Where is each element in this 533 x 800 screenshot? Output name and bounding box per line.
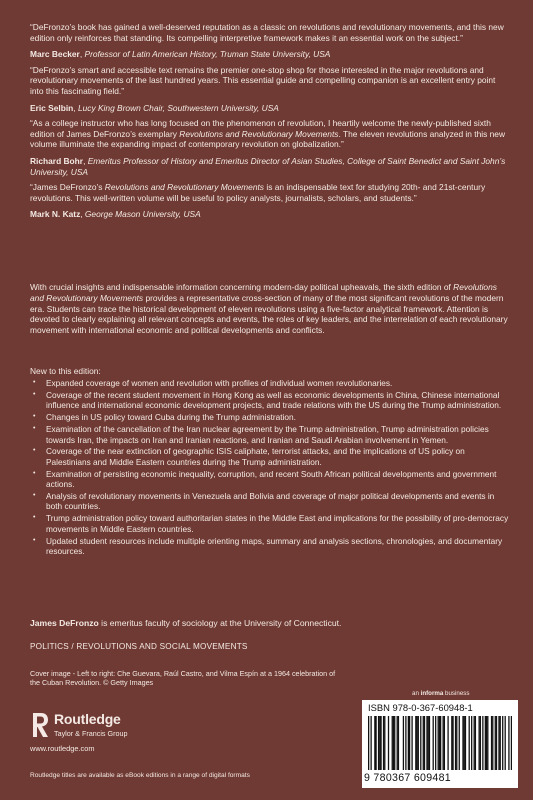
barcode-bar xyxy=(433,716,434,770)
endorsement-attribution: Richard Bohr, Emeritus Professor of History and Emeritus Director of Asian Studies, College of Saint Benedict and Saint John’s University, USA xyxy=(30,155,506,177)
barcode-bar xyxy=(502,716,503,770)
barcode-bar xyxy=(442,716,443,770)
barcode-bar xyxy=(424,716,425,770)
barcode-bar xyxy=(452,716,453,770)
barcode-bar xyxy=(440,716,441,770)
barcode-bar xyxy=(418,716,419,770)
barcode-bar xyxy=(508,716,509,770)
barcode-bar xyxy=(486,716,487,770)
endorser-title: George Mason University, USA xyxy=(84,209,201,220)
isbn-label: ISBN 978-0-367-60948-1 xyxy=(368,702,473,713)
barcode-bar xyxy=(408,716,409,770)
barcode-bar xyxy=(480,716,481,770)
endorsement-quote xyxy=(30,65,510,97)
endorser-name: Richard Bohr xyxy=(30,155,84,166)
new-edition-heading: New to this edition: xyxy=(30,366,101,376)
barcode-bar xyxy=(439,716,440,770)
author-name: James DeFronzo xyxy=(30,618,99,628)
endorsement-quote xyxy=(30,22,510,43)
new-edition-item: • Coverage of the recent student movement in Hong Kong as well as economic developments in China, Chinese international influence and international economic development projects, and trade relations with the US during the Trump administration. xyxy=(30,390,510,411)
endorsement-attribution: Mark N. Katz, George Mason University, USA xyxy=(30,209,201,220)
barcode-bar xyxy=(462,716,463,770)
barcode-bar xyxy=(397,716,398,770)
endorsement-attribution: Marc Becker, Professor of Latin American History, Truman State University, USA xyxy=(30,49,331,60)
publisher-name: Routledge xyxy=(54,711,121,727)
informa-tagline: an informa business xyxy=(412,690,470,697)
barcode-bar xyxy=(475,716,476,770)
endorser-title: Emeritus Professor of History and Emeritus Director of Asian Studies, College of Saint Benedict and Saint John’s University, USA xyxy=(30,155,506,177)
routledge-emblem-icon xyxy=(30,711,50,739)
barcode-bar xyxy=(394,716,395,770)
endorser-title: Professor of Latin American History, Truman State University, USA xyxy=(84,49,331,60)
barcode-bar xyxy=(474,716,475,770)
barcode-bar xyxy=(370,716,371,770)
barcode-bar xyxy=(405,716,406,770)
endorsement-attribution: Eric Selbin, Lucy King Brown Chair, Southwestern University, USA xyxy=(30,102,279,113)
barcode-bar xyxy=(368,716,369,770)
barcode-bar xyxy=(393,716,394,770)
new-edition-item: • Trump administration policy toward authoritarian states in the Middle East and implications for the possibility of pro-democracy movements in Middle Eastern countries. xyxy=(30,513,510,534)
barcode-bar xyxy=(383,716,384,770)
barcode-bar xyxy=(403,716,404,770)
barcode-bar xyxy=(409,716,410,770)
ebook-note: Routledge titles are available as eBook editions in a range of digital formats xyxy=(30,772,250,779)
publisher-group: Taylor & Francis Group xyxy=(54,729,128,738)
barcode-bar xyxy=(498,716,499,770)
quote-text: “DeFronzo’s book has gained a well-deserved reputation as a classic on revolutions and revolutionary movements, and this new edition only reinforces that standing. Its compelling interpretive framework makes it an essential work on the subject.” xyxy=(30,22,504,43)
barcode-bar xyxy=(469,716,470,770)
barcode-bar xyxy=(388,716,389,770)
publisher-url[interactable]: www.routledge.com xyxy=(30,744,95,753)
barcode-bar xyxy=(438,716,439,770)
new-edition-item: • Examination of persisting economic inequality, corruption, and recent South African political developments and government actions. xyxy=(30,469,510,490)
new-edition-item: • Analysis of revolutionary movements in Venezuela and Bolivia and coverage of major political developments and events in both countries. xyxy=(30,491,510,512)
barcode-bar xyxy=(492,716,493,770)
quote-text: “DeFronzo’s smart and accessible text remains the premier one-stop shop for those interested in the major revolutions and revolutionary movements of the last hundred years. This essential guide and compelling companion is an excellent entry point into this fascinating field.” xyxy=(30,64,496,96)
barcode-bar xyxy=(456,716,457,770)
barcode-bar xyxy=(485,716,486,770)
endorsement-quote xyxy=(30,118,510,150)
barcode-bar xyxy=(451,716,452,770)
quote-text: “James DeFronzo’s Revolutions and Revolutionary Movements is an indispensable text for studying 20th- and 21st-century revolutions. This well-written volume will be useful to policy analysts, journalists, scholars, and students.” xyxy=(30,182,486,203)
barcode-bar xyxy=(420,716,421,770)
barcode-bar xyxy=(429,716,430,770)
new-edition-list xyxy=(30,378,510,558)
barcode-bar xyxy=(379,716,380,770)
barcode-bar xyxy=(444,716,445,770)
barcode-bar xyxy=(511,716,512,770)
barcode-bar xyxy=(392,716,393,770)
barcode-bar xyxy=(435,716,436,770)
barcode-bar xyxy=(380,716,381,770)
isbn-barcode-panel xyxy=(362,700,518,788)
barcode-bar xyxy=(471,716,472,770)
cover-credit: Cover image - Left to right: Che Guevara, Raúl Castro, and Vilma Espín at a 1964 celebration of the Cuban Revolution. © Getty Images xyxy=(30,669,336,688)
barcode-bar xyxy=(384,716,385,770)
endorser-title: Lucy King Brown Chair, Southwestern University, USA xyxy=(77,102,279,113)
barcode-bar xyxy=(375,716,376,770)
new-edition-item: • Changes in US policy toward Cuba during the Trump administration. xyxy=(30,412,510,422)
barcode-bar xyxy=(423,716,424,770)
barcode-bar xyxy=(374,716,375,770)
barcode-bar xyxy=(455,716,456,770)
barcode-bar xyxy=(491,716,492,770)
barcode-bar xyxy=(478,716,479,770)
new-edition-item: • Examination of the cancellation of the Iran nuclear agreement by the Trump administration, Trump administration policies towards Iran, the impacts on Iran and Iranian reactions, and Iranian and Saudi Arabian involvement in Yemen. xyxy=(30,424,510,445)
new-edition-item: • Coverage of the near extinction of geographic ISIS caliphate, terrorist attacks, and the implications of US policy on Palestinians and Middle Eastern countries during the Trump administration. xyxy=(30,446,510,467)
author-bio: James DeFronzo is emeritus faculty of sociology at the University of Connecticut. xyxy=(30,618,342,628)
new-edition-item: • Expanded coverage of women and revolution with profiles of individual women revolutionaries. xyxy=(30,378,510,388)
endorser-name: Eric Selbin xyxy=(30,102,74,113)
barcode-bar xyxy=(505,716,506,770)
barcode-bar xyxy=(398,716,399,770)
endorsement-quote xyxy=(30,182,510,203)
barcode-bar xyxy=(415,716,416,770)
barcode-bar xyxy=(465,716,466,770)
barcode-bar xyxy=(500,716,501,770)
barcode-bar xyxy=(464,716,465,770)
barcode-bar xyxy=(378,716,379,770)
barcode-bar xyxy=(495,716,496,770)
barcode-bar xyxy=(426,716,427,770)
barcode-digits: 9 780367 609481 xyxy=(364,772,451,784)
book-description: With crucial insights and indispensable information concerning modern-day political upheavals, the sixth edition of Revolutions and Revolutionary Movements provides a representative cross-section of many of the most significant revolutions of the modern era. Students can trace the historical development of eleven revolutions using a five-factor analytical framework. Attention is devoted to clearly explaining all relevant concepts and events, the roles of key leaders, and the interrelation of each revolutionary movement with international economic and political developments and conflicts. xyxy=(30,282,508,336)
endorsements xyxy=(30,22,510,225)
barcode-bar xyxy=(411,716,412,770)
barcode-bar xyxy=(428,716,429,770)
barcode-bar xyxy=(416,716,417,770)
routledge-logo xyxy=(30,709,230,743)
barcode-bar xyxy=(447,716,448,770)
endorser-name: Mark N. Katz xyxy=(30,209,81,220)
subject-category: POLITICS / REVOLUTIONS AND SOCIAL MOVEMENTS xyxy=(30,642,248,651)
new-edition-item: • Updated student resources include multiple orienting maps, summary and analysis sections, chronologies, and documentary resources. xyxy=(30,536,510,557)
endorser-name: Marc Becker xyxy=(30,49,80,60)
barcode-bar xyxy=(482,716,483,770)
barcode-icon xyxy=(368,716,512,770)
quote-text: “As a college instructor who has long focused on the phenomenon of revolution, I heartily welcome the newly-published sixth edition of James DeFronzo’s exemplary Revolutions and Revolutionary Movements. The eleven revolutions analyzed in this new volume illuminate the expanding impact of contemporary revolution on globalization.” xyxy=(30,118,505,150)
barcode-bar xyxy=(496,716,497,770)
barcode-bar xyxy=(459,716,460,770)
barcode-bar xyxy=(487,716,488,770)
